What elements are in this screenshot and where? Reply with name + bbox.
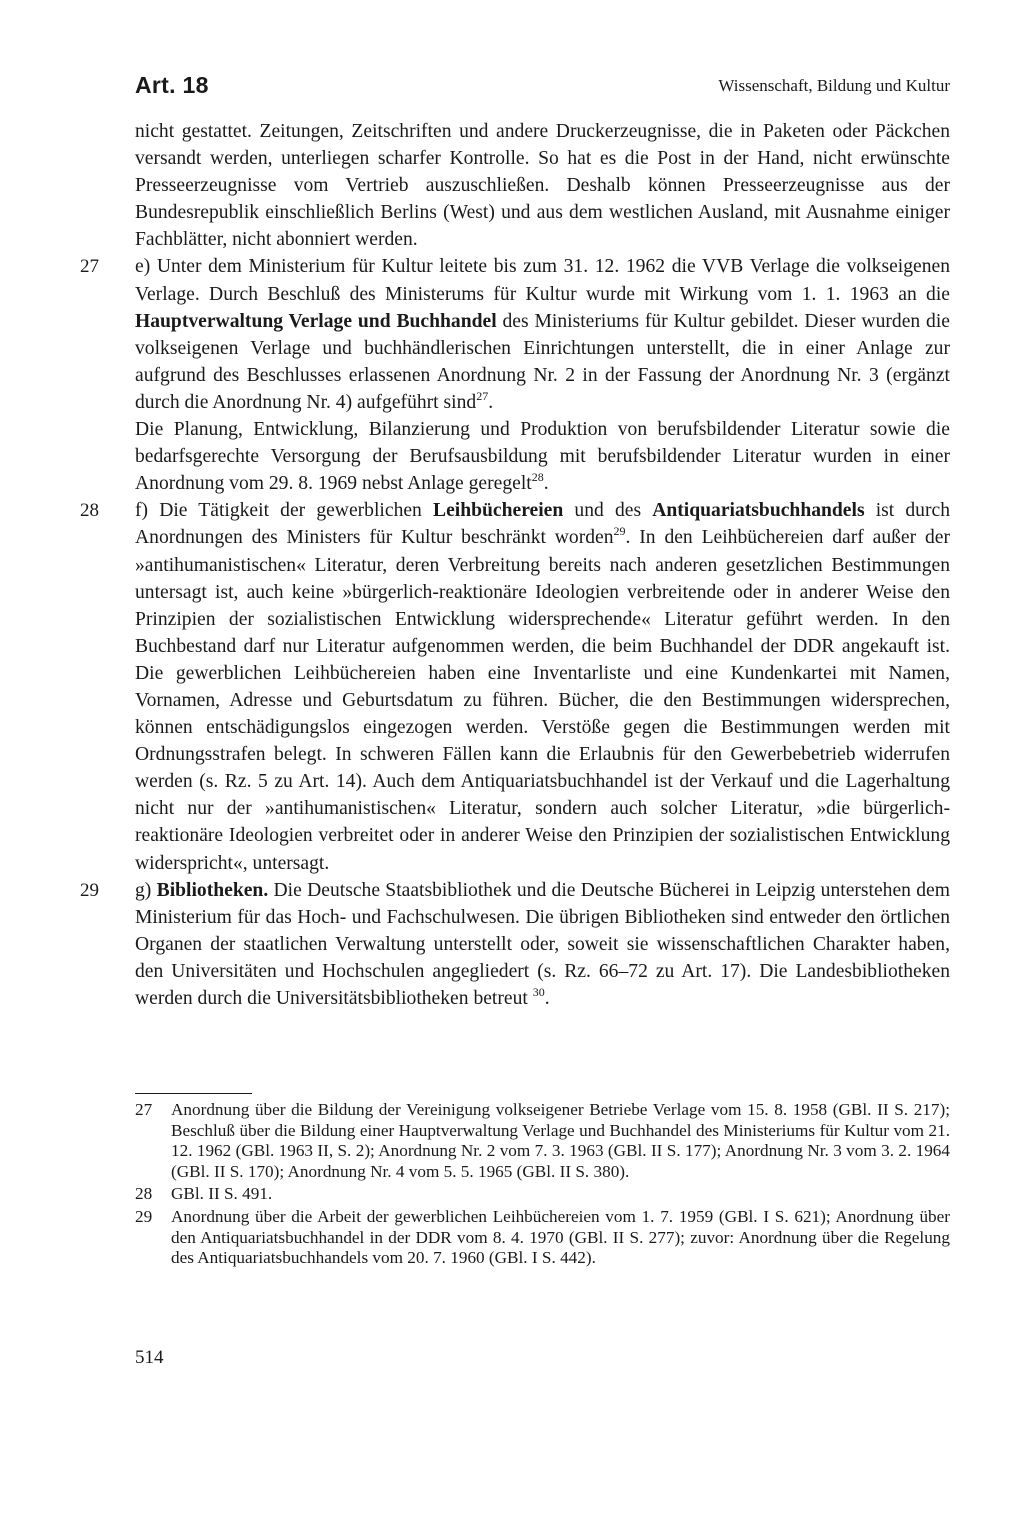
footnote-text: GBl. II S. 491. (171, 1184, 273, 1204)
footnote (135, 1100, 950, 1182)
footnote-number: 28 (135, 1184, 153, 1204)
margin-number: 27 (80, 256, 99, 278)
paragraph-continued: nicht gestattet. Zeitungen, Zeitschriften und andere Druckerzeugnisse, die in Paketen oder Päckchen versandt werden, unterliegen scharfer Kontrolle. So hat es die Post in der Hand, nicht erwünschte Presseerzeugnisse vom Vertrieb auszuschließen. Deshalb können Presseerzeugnisse aus der Bundesrepublik einschließlich Berlins (West) und aus dem westlichen Ausland, mit Ausnahme einiger Fachblätter, nicht abonniert werden. (135, 121, 950, 251)
section-title: Wissenschaft, Bildung und Kultur (718, 76, 950, 95)
text-run: e) Unter dem Ministerium für Kultur leitete bis zum 31. 12. 1962 die VVB Verlage die volkseigenen Verlage. Durch Beschluß des Ministerums für Kultur wurde mit Wirkung vom 1. 1. 1963 an die (135, 256, 950, 305)
text-run: g) (135, 879, 157, 901)
body-text (80, 118, 950, 1012)
text-run: Die Planung, Entwicklung, Bilanzierung und Produktion von berufsbildender Literatur sowie die bedarfsgerechte Versorgung der Berufsausbildung mit berufsbildender Literatur wurden in einer Anordnung vom 29. 8. 1969 nebst Anlage geregelt (135, 419, 950, 495)
paragraph-29 (80, 877, 950, 1012)
footnote-text: Anordnung über die Arbeit der gewerblichen Leihbüchereien vom 1. 7. 1959 (GBl. I S. 621); Anordnung über den Antiquariatsbuchhandel in der DDR vom 8. 4. 1970 (GBl. II S. 277); zuvor: Anordnung über die Regelung des Antiquariatsbuchhandels vom 20. 7. 1960 (GBl. I S. 442). (171, 1206, 950, 1268)
text-run: . (544, 988, 550, 1009)
article-number: Art. 18 (135, 72, 209, 98)
footnote-ref[interactable]: 28 (531, 470, 544, 485)
text-run: ist durch Anordnungen des Ministers für Kultur beschränkt worden (135, 500, 950, 549)
margin-number: 29 (80, 879, 99, 901)
bold-term: Leihbüchereien (433, 500, 564, 522)
paragraph-berufsbildung (135, 416, 950, 497)
paragraph-27 (80, 253, 950, 416)
text-run: . (543, 473, 549, 495)
bold-term: Hauptverwaltung Verlage und Buchhandel (135, 310, 497, 332)
text-run: . In den Leihbüchereien darf außer der »antihumanistischen« Literatur, deren Verbreitung bereits nach anderen gesetzlichen Bestimmungen untersagt ist, auch keine »bürgerlich-reaktionäre Ideologien verbreitende oder in anderer Weise den Prinzipien der sozialistischen Entwicklung widersprechende« Literatur geführt werden. In den Buchbestand darf nur Literatur aufgenommen werden, die beim Buchhandel der DDR angekauft ist. Die gewerblichen Leihbüchereien haben eine Inventarliste und eine Kundenkartei mit Namen, Vornamen, Adresse und Geburtsdatum zu führen. Bücher, die den Bestimmungen widersprechen, können entschädigungslos eingezogen werden. Verstöße gegen die Bestimmungen werden mit Ordnungsstrafen belegt. In schweren Fällen kann die Erlaubnis für den Gewerbebetrieb widerrufen werden (s. Rz. 5 zu Art. 14). Auch dem Antiquariatsbuchhandel ist der Verkauf und die Lagerhaltung nicht nur der »antihumanistischen« Literatur, sondern auch solcher Literatur, »die bürgerlich-reaktionäre Ideologien verbreitet oder in anderer Weise den Prinzipien der sozialistischen Entwicklung widerspricht«, untersagt. (135, 527, 950, 874)
footnote-ref[interactable]: 30 (532, 985, 545, 999)
footnote (135, 1207, 950, 1269)
footnote-ref[interactable]: 29 (613, 524, 626, 539)
text-run: des Ministeriums für Kultur gebildet. Dieser wurden die volkseigenen Verlage und buchhändlerischen Einrichtungen unterstellt, die in einer Anlage zur aufgrund des Beschlusses erlassenen Anordnung Nr. 2 in der Fassung der Anordnung Nr. 3 (ergänzt durch die Anordnung Nr. 4) aufgeführt sind (135, 310, 950, 413)
text-run: . (488, 391, 494, 413)
running-header (135, 72, 950, 106)
paragraph-28 (80, 497, 950, 876)
footnote-text: Anordnung über die Bildung der Vereinigung volkseigener Betriebe Verlage vom 15. 8. 1958 (GBl. II S. 217); Beschluß über die Bildung einer Hauptverwaltung Verlage und Buchhandel des Ministeriums für Kultur vom 21. 12. 1962 (GBl. 1963 II, S. 2); Anordnung Nr. 2 vom 7. 3. 1963 (GBl. II S. 177); Anordnung Nr. 3 vom 3. 2. 1964 (GBl. II S. 170); Anordnung Nr. 4 vom 5. 5. 1965 (GBl. II S. 380). (171, 1100, 950, 1181)
margin-number: 28 (80, 500, 99, 522)
footnote (135, 1184, 950, 1205)
text-run: Die Deutsche Staatsbibliothek und die Deutsche Bücherei in Leipzig unterstehen dem Ministerium für das Hoch- und Fachschulwesen. Die übrigen Bibliotheken sind entweder den örtlichen Organen der staatlichen Verwaltung unterstellt oder, soweit sie wissenschaftlichen Charakter haben, den Universitäten und Hochschulen angegliedert (s. Rz. 66–72 zu Art. 17). Die Landesbibliotheken werden durch die Universitätsbibliotheken betreut (135, 879, 950, 1009)
footnotes (135, 1100, 950, 1271)
bold-term: Antiquariatsbuchhandels (652, 500, 865, 522)
footnote-divider (135, 1093, 252, 1094)
footnote-number: 27 (135, 1100, 153, 1119)
text-run: und des (563, 500, 653, 522)
footnote-number: 29 (135, 1206, 153, 1226)
text-run: f) Die Tätigkeit der gewerblichen (135, 500, 433, 522)
page-number: 514 (135, 1347, 164, 1368)
footnote-ref[interactable]: 27 (476, 388, 489, 403)
bold-term: Bibliotheken. (156, 879, 269, 901)
